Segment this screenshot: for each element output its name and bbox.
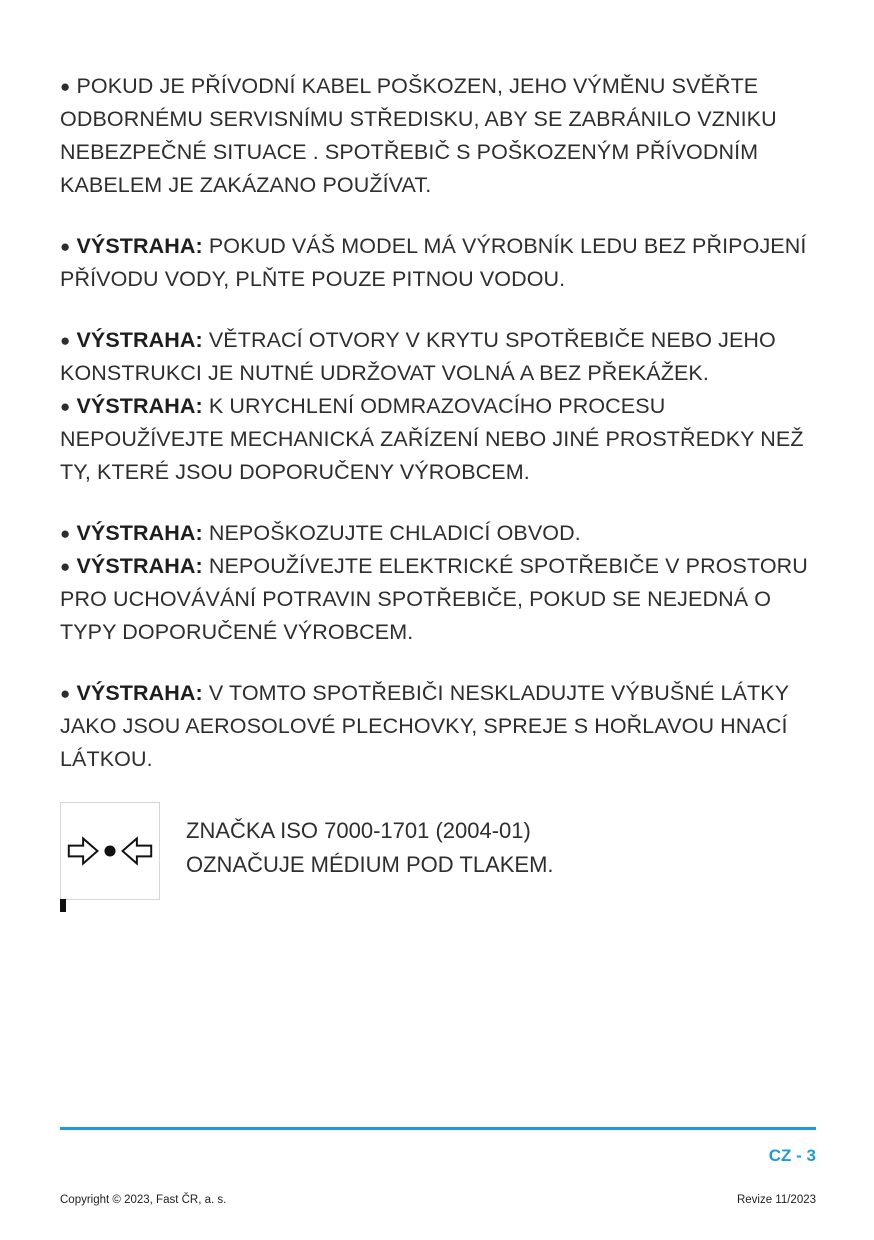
pressure-medium-icon — [67, 832, 153, 870]
warning-paragraph — [60, 230, 816, 296]
warning-text: VĚTRACÍ OTVORY V KRYTU SPOTŘEBIČE NEBO JEHO KONSTRUKCI JE NUTNÉ UDRŽOVAT VOLNÁ A BEZ PŘEKÁŽEK. — [60, 328, 776, 385]
bullet-marker: ● — [60, 237, 71, 256]
warning-paragraph — [60, 677, 816, 776]
bullet-marker: ● — [60, 397, 71, 416]
warning-paragraph — [60, 70, 816, 202]
page-number: CZ - 3 — [768, 1146, 816, 1165]
warning-text: NEPOŠKOZUJTE CHLADICÍ OBVOD. — [208, 521, 581, 545]
footer-divider — [60, 1127, 816, 1130]
warning-paragraph — [60, 390, 816, 489]
iso-caption-line2: OZNAČUJE MÉDIUM POD TLAKEM. — [186, 852, 554, 877]
warning-label: VÝSTRAHA: — [76, 234, 203, 258]
warning-text: POKUD JE PŘÍVODNÍ KABEL POŠKOZEN, JEHO VÝMĚNU SVĚŘTE ODBORNÉMU SERVISNÍMU STŘEDISKU, ABY SE ZABRÁNILO VZNIKU NEBEZPEČNÉ SITUACE . SPOTŘEBIČ S POŠKOZENÝM PŘÍVODNÍM KABELEM JE ZAKÁZANO POUŽÍVAT. — [60, 74, 777, 197]
warnings-section — [60, 70, 816, 900]
iso-caption-line1: ZNAČKA ISO 7000-1701 (2004-01) — [186, 818, 531, 843]
iso-symbol-box — [60, 802, 160, 900]
warning-text: NEPOUŽÍVEJTE ELEKTRICKÉ SPOTŘEBIČE V PROSTORU PRO UCHOVÁVÁNÍ POTRAVIN SPOTŘEBIČE, POKUD SE NEJEDNÁ O TYPY DOPORUČENÉ VÝROBCEM. — [60, 554, 808, 644]
warning-text: POKUD VÁŠ MODEL MÁ VÝROBNÍK LEDU BEZ PŘIPOJENÍ PŘÍVODU VODY, PLŇTE POUZE PITNOU VODOU. — [60, 234, 807, 291]
warning-text: K URYCHLENÍ ODMRAZOVACÍHO PROCESU NEPOUŽÍVEJTE MECHANICKÁ ZAŘÍZENÍ NEBO JINÉ PROSTŘEDKY NEŽ TY, KTERÉ JSOU DOPORUČENY VÝROBCEM. — [60, 394, 804, 484]
warning-label: VÝSTRAHA: — [76, 681, 203, 705]
warning-paragraph — [60, 324, 816, 390]
bullet-marker: ● — [60, 524, 71, 543]
warning-label: VÝSTRAHA: — [76, 554, 203, 578]
iso-mark-row — [60, 802, 816, 900]
page-footer — [60, 1127, 816, 1206]
corner-mark — [60, 899, 66, 912]
bullet-marker: ● — [60, 331, 71, 350]
warning-paragraph — [60, 517, 816, 550]
warning-label: VÝSTRAHA: — [76, 328, 203, 352]
footer-meta-row — [60, 1194, 816, 1206]
warning-label: VÝSTRAHA: — [76, 521, 203, 545]
warning-paragraph — [60, 550, 816, 649]
iso-caption — [186, 802, 554, 882]
bullet-marker: ● — [60, 77, 71, 96]
revision-text: Revize 11/2023 — [736, 1194, 816, 1206]
bullet-marker: ● — [60, 557, 71, 576]
copyright-text: Copyright © 2023, Fast ČR, a. s. — [60, 1194, 227, 1206]
bullet-marker: ● — [60, 684, 71, 703]
warning-label: VÝSTRAHA: — [76, 394, 203, 418]
warning-text: V TOMTO SPOTŘEBIČI NESKLADUJTE VÝBUŠNÉ LÁTKY JAKO JSOU AEROSOLOVÉ PLECHOVKY, SPREJE S HOŘLAVOU HNACÍ LÁTKOU. — [60, 681, 789, 771]
